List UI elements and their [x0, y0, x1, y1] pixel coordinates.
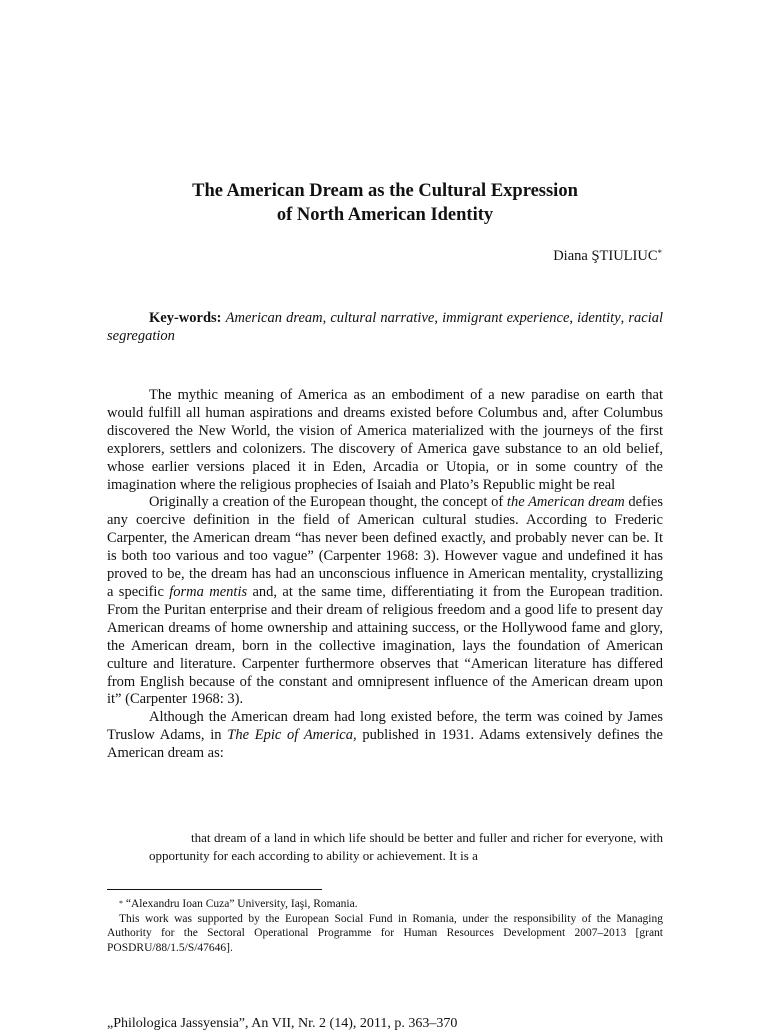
body-paragraph-1: The mythic meaning of America as an embodiment of a new paradise on earth that would fulfill all human aspirations and dreams existed before Columbus and, after Columbus discovered the New World, the vision of America materialized with the journeys of the first explorers, settlers and colonizers. The discovery of America gave substance to an old belief, whose earlier versions placed it in Eden, Arcadia or Utopia, or in some country of the imagination where the religious prophecies of Isaiah and Plato’s Republic might be real — [107, 387, 663, 493]
italic-run: The Epic of America, — [227, 727, 357, 744]
text-run: published in 1931. Adams extensively defines the American dream as: — [107, 727, 663, 762]
keyword-term: cultural narrative — [330, 310, 435, 326]
keyword-term: identity — [577, 310, 621, 326]
keyword-term: American dream — [225, 310, 323, 326]
text-run: defies any coercive definition in the field of American cultural studies. According to Frederic Carpenter, the American dream “has never been defined exactly, and probably never can be. It is both too various and too vague” (Carpenter 1968: 3). However vague and undefined it has proved to be, the dream has had an unconscious influence in American mentality, crystallizing a specific — [107, 494, 663, 600]
title-line-1: The American Dream as the Cultural Expression — [192, 181, 578, 201]
running-footer: „Philologica Jassyensia”, An VII, Nr. 2 (14), 2011, p. 363–370 — [107, 1016, 458, 1031]
keyword-term: immigrant experience — [442, 310, 570, 326]
body-paragraph-2 — [107, 494, 663, 709]
body-text — [107, 387, 663, 763]
paper-title — [107, 179, 663, 227]
footnote-affiliation — [107, 897, 663, 912]
italic-run: forma mentis — [169, 583, 248, 600]
author-byline — [553, 247, 662, 265]
footnotes — [107, 897, 663, 955]
footnote-divider — [107, 889, 322, 890]
text-run: Originally a creation of the European thought, the concept of — [149, 494, 507, 511]
footnote-marker: * — [119, 899, 123, 908]
title-line-2: of North American Identity — [276, 205, 494, 225]
keywords-line: Key-words: American dream, cultural narrative, immigrant experience, identity, racial segregation — [107, 310, 664, 344]
footnote-affiliation-text: “Alexandru Ioan Cuza” University, Iaşi, Romania. — [125, 898, 358, 910]
text-run: and, at the same time, differentiating it from the European tradition. From the Puritan enterprise and their dream of religious freedom and a good life to present day American dreams of home ownership and attaining success, or the Hollywood fame and glory, the American dream, born in the collective imagination, lays the foundation of American culture and literature. Carpenter furthermore observes that “American literature has differed from English because of the constant and omnipresent influence of the American dream upon it” (Carpenter 1968: 3). — [107, 583, 663, 708]
keyword-term: racial segregation — [107, 310, 664, 344]
footnote-funding: This work was supported by the European Social Fund in Romania, under the responsibility of the Managing Authority for the Sectoral Operational Programme for Human Resources Development 2007–2013 [grant POSDRU/88/1.5/S/47646]. — [107, 912, 663, 954]
author-name: Diana ŞTIULIUC — [553, 248, 658, 264]
block-quote: that dream of a land in which life should be better and fuller and richer for everyone, with opportunity for each according to ability or achievement. It is a — [149, 830, 663, 863]
keywords-label: Key-words: — [149, 310, 222, 326]
italic-run: the American dream — [506, 494, 625, 511]
author-footnote-marker: * — [657, 248, 662, 258]
body-paragraph-3 — [107, 709, 663, 763]
text-run: Although the American dream had long existed before, the term was coined by James Truslow Adams, in — [107, 709, 663, 744]
